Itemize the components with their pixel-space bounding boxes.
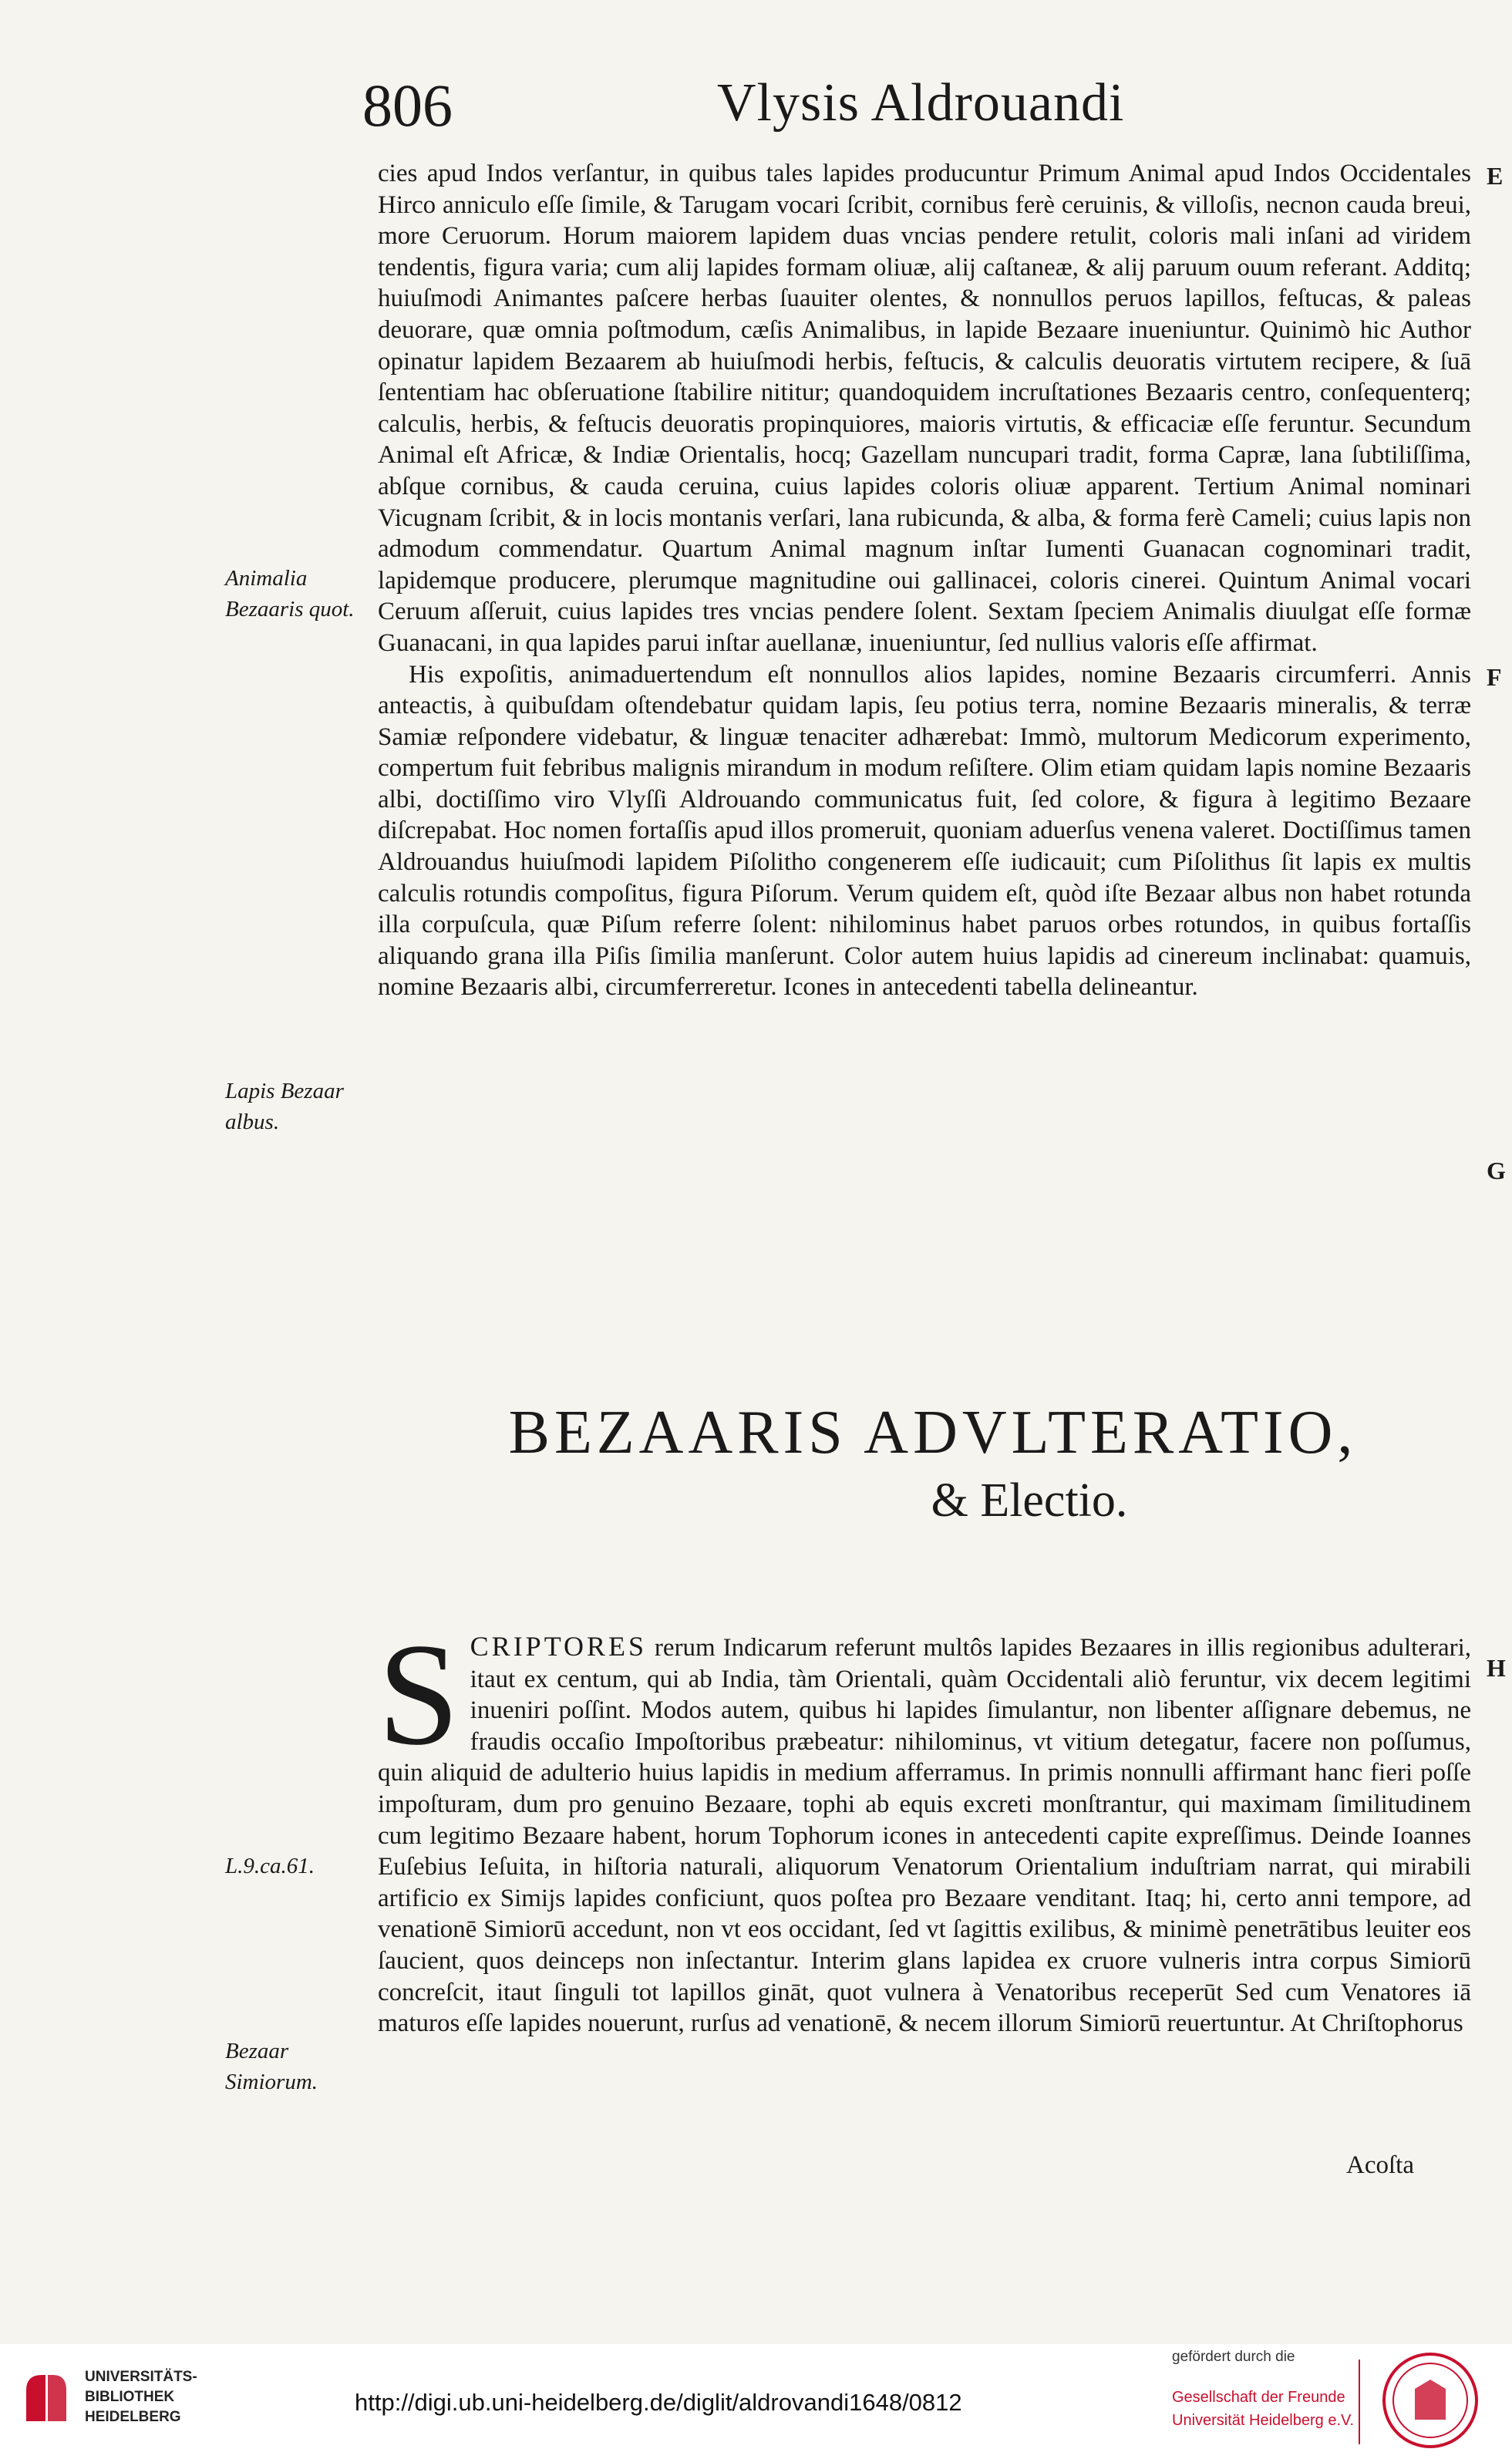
sponsor-label: gefördert durch die [1172,2349,1295,2365]
section-marker: G [1487,1157,1506,1184]
library-name [85,2367,197,2427]
page-header [362,71,1488,148]
library-logo-icon [19,2367,72,2429]
sponsor-name-line: Universität Heidelberg e.V. [1172,2412,1355,2429]
body-text-part1 [378,158,1471,1003]
catchword: Acoſta [1346,2151,1414,2179]
university-seal-icon [1380,2350,1480,2451]
margin-note: Bezaar Simiorum. [225,2039,318,2094]
paragraph-text: rerum Indicarum referunt multôs lapides Bezaares in illis regionibus adulterari, itaut ex centum, qui ab India, tàm Orientali, quàm Occidentali aliò feruntur, vix decem legitimi inueniri poſſint. Modos autem, quibus hi lapides ſimulantur, non libenter aſſignare debemus, ne fraudis occaſio Impoſtoribus præbeatur: nihilominus, vt vitium detegatur, facere non poſſumus, quin aliquid de adulterio huius lapidis in medium afferramus. In primis nonnulli affirmant hanc fieri poſſe impoſturam, dum pro genuino Bezaare, tophi ab equis excreti monſtrantur, qui maximam ſimilitudinem cum legitimo Bezaare habent, horum Tophorum icones in antecedenti capite expreſſimus. Deinde Ioannes Euſebius Ieſuita, in hiſtoria naturali, aliquorum Venatorum Orientalium induſtriam narrat, qui mirabili artificio ex Simijs lapides conficiunt, quos poſtea pro Bezaare venditant. Itaq; hi, certo anni tempore, ad venationē Simiorū accedunt, non vt eos occidant, ſed vt ſagittis exilibus, & minimè penetrātibus leuiter eos ſaucient, quos deinceps non inſectantur. Interim glans lapidea ex cruore vulneris intra corpus Simiorū concreſcit, itaut ſinguli tot lapillos gināt, quot vulnera à Venatoribus receperūt Sed cum Venatores iā maturos eſſe lapides nouerunt, rurſus ad venationē, & necem illorum Simiorū reuertuntur. At Chriſtophorus [378,1634,1471,2038]
library-name-line: UNIVERSITÄTS- [85,2369,197,2385]
margin-note: L.9.ca.61. [225,1854,315,1878]
section-title-line1: BEZAARIS ADVLTERATIO, [508,1399,1358,1467]
sponsor-name-line: Gesellschaft der Freunde [1172,2389,1345,2406]
footer-bar [0,2344,1512,2459]
small-caps-word: CRIPTORES [470,1631,648,1662]
paragraph [378,1614,1471,2040]
section-marker: H [1487,1654,1506,1682]
library-name-line: BIBLIOTHEK [85,2389,175,2405]
source-url-link[interactable]: http://digi.ub.uni-heidelberg.de/diglit/aldrovandi1648/0812 [355,2389,962,2416]
footer-divider [1359,2360,1360,2444]
section-marker: F [1487,663,1502,691]
section-title-line2: & Electio. [931,1474,1128,1527]
page-number: 806 [362,72,453,139]
margin-note: Lapis Bezaar albus. [225,1079,344,1134]
paragraph: cies apud Indos verſantur, in quibus tales lapides producuntur Primum Animal apud Indos Occidentales Hirco anniculo eſſe ſimile, & Tarugam vocari ſcribit, cornibus ferè ceruinis, & villoſis, necnon cauda breui, more Ceruorum. Horum maiorem lapidem duas vncias pendere retulit, coloris mali inſani ad viridem tendentis, figura varia; cum alij lapides formam oliuæ, alij caſtaneæ, & alij paruum ouum referant. Additq; huiuſmodi Animantes paſcere herbas ſuauiter olentes, & nonnullos peruos lapillos, feſtucas, & paleas deuorare, quæ omnia poſtmodum, cæſis Animalibus, in lapide Bezaare inueniuntur. Quinimò hic Author opinatur lapidem Bezaarem ab huiuſmodi herbis, feſtucis, & calculis deuoratis virtutem recipere, & ſuā ſententiam hac obſeruatione ſtabilire nititur; quandoquidem incruſtationes Bezaaris centro, conſequenterq; calculis, herbis, & feſtucis deuoratis propinquiores, maioris virtutis, & efficaciæ eſſe feruntur. Secundum Animal eſt Africæ, & Indiæ Orientalis, hocq; Gazellam nuncupari tradit, forma Capræ, lana ſubtiliſſima, abſque cornibus, & cauda ceruina, cuius lapides coloris oliuæ apparent. Tertium Animal nominari Vicugnam ſcribit, & in locis montanis verſari, lana rubicunda, & alba, & forma ferè Cameli; cuius lapis non admodum commendatur. Quartum Animal magnum inſtar Iumenti Guanacan cognominari tradit, lapidemque producere, plerumque magnitudine oui gallinacei, coloris cinerei. Quintum Animal vocari Ceruum aſſeruit, cuius lapides tres vncias pendere ſolent. Sextam ſpeciem Animalis diuulgat eſſe formæ Guanacani, in qua lapides parui inſtar auellanæ, inueniuntur, ſed nullius valoris eſſe affirmat. [378,160,1471,657]
paragraph: His expoſitis, animaduertendum eſt nonnullos alios lapides, nomine Bezaaris circumferri. Annis anteactis, à quibuſdam oſtendebatur quidam lapis, ſeu potius terra, nomine Bezaaris mineralis, & terræ Samiæ reſpondere videbatur, & linguæ tenaciter adhærebat: Immò, multorum Medicorum experimento, compertum fuit febribus malignis mirandum in modum reſiſtere. Olim etiam quidam lapis nomine Bezaaris albi, doctiſſimo viro Vlyſſi Aldrouando communicatus fuit, ſed colore, & figura à legitimo Bezaare diſcrepabat. Hoc nomen fortaſſis apud illos promeruit, quoniam aduerſus venena valeret. Doctiſſimus tamen Aldrouandus huiuſmodi lapidem Piſolitho congenerem eſſe iudicauit; cum Piſolithus ſit lapis ex multis calculis rotundis compoſitus, figura Piſorum. Verum quidem eſt, quòd iſte Bezaar albus non habet rotunda illa corpuſcula, quæ Piſum referre ſolent: nihilominus habet paruos orbes rotundos, in quibus fortaſſis aliquando grana illa Piſis ſimilia manſerunt. Color autem huius lapidis ad cinereum inclinabat: quamuis, nomine Bezaaris albi, circumferreretur. Icones in antecedenti tabella delineantur. [378,660,1471,1002]
drop-cap: S [378,1614,460,1776]
section-title [432,1396,1434,1531]
library-name-line: HEIDELBERG [85,2409,181,2425]
margin-note: Animalia Bezaaris quot. [225,566,355,621]
body-text-part2 [378,1614,1471,2040]
sponsor-name [1172,2386,1354,2432]
running-title: Vlysis Aldrouandi [717,73,1125,133]
section-marker: E [1487,162,1504,190]
